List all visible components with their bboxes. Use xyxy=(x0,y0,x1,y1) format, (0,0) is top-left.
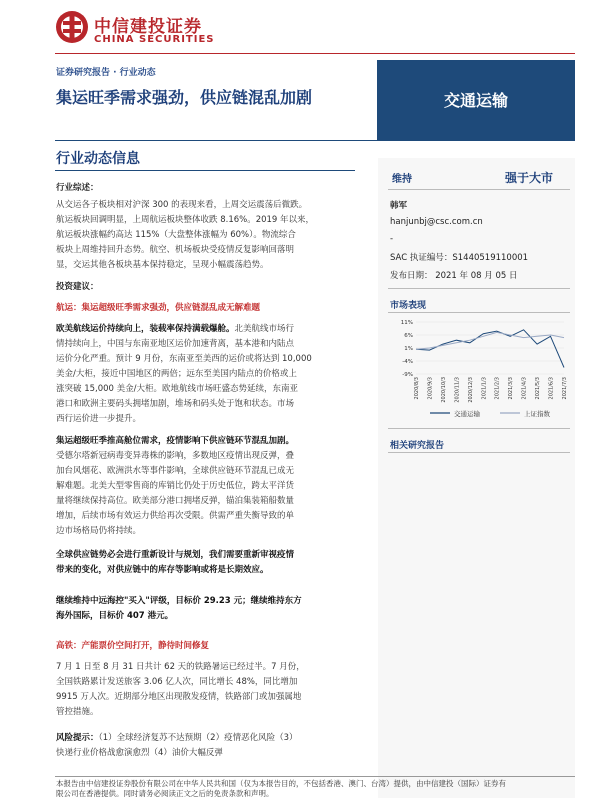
analyst-email[interactable]: hanjunbj@csc.com.cn xyxy=(390,217,483,227)
text-line: 带来的变化，对供应链中的库存等影响或将是长期效应。 xyxy=(56,565,269,575)
logo-icon xyxy=(55,10,89,44)
text-line: 9915 万人次。近期部分地区出现散发疫情，铁路部门或加强属地 xyxy=(56,692,302,702)
advice-label: 投资建议： xyxy=(56,282,99,292)
paragraph-lead: 欧美航线运价持续向上，装载率保持满载爆舱。 xyxy=(56,324,235,334)
summary-paragraph xyxy=(56,198,361,273)
paragraph-5 xyxy=(56,660,361,720)
market-chart xyxy=(388,316,574,420)
x-tick-label: 2021/1/3 xyxy=(481,377,488,400)
text-line: 港口和欧洲主要码头拥堵加剧，堆场和码头处于饱和状态。市场 xyxy=(56,399,295,409)
text-line: 快递行业价格战愈演愈烈（4）油价大幅反弹 xyxy=(56,748,223,758)
text-line: 西行运价进一步提升。 xyxy=(56,414,142,424)
section-title: 行业动态信息 xyxy=(56,151,140,167)
text-line: 涨突破 15,000 美金/大柜。欧地航线市场旺盛态势延续，东南亚 xyxy=(56,384,299,394)
text-line: 全球供应链势必会进行重新设计与规划，我们需要重新审视疫情 xyxy=(56,550,295,560)
paragraph-4 xyxy=(56,594,361,624)
sidebar-divider xyxy=(388,428,570,429)
rating-value: 强于大市 xyxy=(505,171,554,185)
text-line: 受德尔塔新冠病毒变异毒株的影响，多数地区疫情出现反弹，叠 xyxy=(56,451,295,461)
sidebar-divider xyxy=(388,312,570,313)
text-line: 美金/大柜，接近中国地区的两倍；远东至美国内陆点的价格或上 xyxy=(56,369,297,379)
text-line: 风险提示：（1）全球经济复苏不达预期（2）疫情恶化风险（3） xyxy=(56,733,298,743)
x-tick-label: 2020/10/3 xyxy=(440,377,447,403)
risk-paragraph xyxy=(56,731,361,761)
breadcrumb: 证券研究报告 · 行业动态 xyxy=(56,68,156,78)
y-tick-label: -9% xyxy=(402,372,413,378)
text-line: 显，交运其他各板块基本保持稳定，呈现小幅震荡趋势。 xyxy=(56,260,269,270)
section-divider xyxy=(55,170,355,171)
text-line: 边市场格局仍将持续。 xyxy=(56,526,142,536)
text-line: 全国铁路累计发送旅客 3.06 亿人次，同比增长 48%，同比增加 xyxy=(56,677,298,687)
x-tick-label: 2021/7/3 xyxy=(562,377,568,400)
x-tick-label: 2020/11/3 xyxy=(454,377,461,403)
title-divider xyxy=(55,140,575,141)
disclaimer xyxy=(56,779,581,799)
disclaimer-line: 限公司在香港提供。同时请务必阅读正文之后的免责条款和声明。 xyxy=(56,789,274,798)
rating-divider xyxy=(388,189,570,190)
x-tick-label: 2021/4/3 xyxy=(521,377,528,400)
x-tick-label: 2021/3/3 xyxy=(508,377,515,400)
legend-label: 上证指数 xyxy=(524,410,550,418)
text-line: 加台风烟花、欧洲洪水等事件影响，全球供应链环节混乱已成无 xyxy=(56,466,295,476)
paragraph-1 xyxy=(56,322,361,427)
risk-label: 风险提示： xyxy=(56,733,99,743)
sac-number: SAC 执证编号：S1440519110001 xyxy=(390,253,529,263)
disclaimer-line: 本报告由中信建投证券股份有限公司在中华人民共和国（仅为本报告目的，不包括香港、澳门、台湾）提供，由中信建投（国际）证券有 xyxy=(56,779,506,788)
industry-label: 交通运输 xyxy=(443,91,508,110)
paragraph-2 xyxy=(56,434,361,539)
text-line: 解难题。北美大型零售商的库销比仍处于历史低位，跨太平洋货 xyxy=(56,481,295,491)
sidebar-divider xyxy=(388,288,570,289)
text-line: 航运板块涨幅约高达 115%（大盘整体涨幅为 60%）。物流综合 xyxy=(56,230,296,240)
paragraph-lead: 集运超级旺季推高舱位需求，疫情影响下供应链环节混乱加剧。 xyxy=(56,436,295,446)
analyst-name: 韩军 xyxy=(390,201,408,211)
x-tick-label: 2021/6/3 xyxy=(548,377,555,400)
text-line: 运价分化严重。预计 9 月份，东南亚至美西的运价或将达到 10,000 xyxy=(56,354,312,364)
text-line: 管控措施。 xyxy=(56,707,99,717)
x-tick-label: 2020/8/3 xyxy=(414,377,420,400)
sidebar-divider xyxy=(388,452,570,453)
text-line: 欧美航线运价持续向上，装载率保持满载爆舱。北美航线市场行 xyxy=(56,324,295,334)
report-title: 集运旺季需求强劲，供应链混乱加剧 xyxy=(56,88,313,107)
y-tick-label: 11% xyxy=(400,320,413,326)
x-tick-label: 2020/12/3 xyxy=(467,377,474,403)
logo-text-en: CHINA SECURITIES xyxy=(94,34,215,45)
y-tick-label: 6% xyxy=(404,333,413,339)
text-line: 7 月 1 日至 8 月 31 日共计 62 天的铁路暑运已经过半。7 月份， xyxy=(56,662,305,672)
text-line: 继续维持中远海控"买入"评级，目标价 29.23 元；继续维持东方 xyxy=(56,596,302,606)
text-line: 量将继续保持高位。欧美部分港口拥堵反弹，锚泊集装箱船数量 xyxy=(56,496,295,506)
text-line: 海外国际，目标价 407 港元。 xyxy=(56,611,174,621)
header-divider xyxy=(55,53,575,54)
text-line: 航运板块回调明显，上周航运板块整体收跌 8.16%。2019 年以来， xyxy=(56,215,315,225)
x-tick-label: 2021/2/3 xyxy=(494,377,501,400)
x-tick-label: 2020/9/3 xyxy=(427,377,434,400)
text-line: 从交运各子板块相对沪深 300 的表现来看，上周交运震荡后微跌。 xyxy=(56,200,308,210)
legend-label: 交通运输 xyxy=(454,410,480,418)
footer-divider xyxy=(55,776,575,777)
shipping-heading: 航运：集运超级旺季需求强劲，供应链混乱成无解难题 xyxy=(56,303,261,313)
y-tick-label: -4% xyxy=(402,359,413,365)
market-heading: 市场表现 xyxy=(390,301,427,311)
summary-label: 行业综述： xyxy=(56,183,99,193)
publish-date: 发布日期： 2021 年 08 月 05 日 xyxy=(390,271,518,281)
text-line: 情持续向上，中国与东南亚地区运价加速背离，基本港和内陆点 xyxy=(56,339,295,349)
rating-label: 维持 xyxy=(392,174,412,185)
related-reports-heading: 相关研究报告 xyxy=(390,441,445,451)
x-tick-label: 2021/5/3 xyxy=(535,377,542,400)
dash-separator: - xyxy=(390,234,394,244)
text-line: 板块上周维持回升态势。航空、机场板块受疫情反复影响回落明 xyxy=(56,245,295,255)
text-line: 增加，后续市场有效运力供给再次受限。供需严重失衡导致的单 xyxy=(56,511,295,521)
logo-text-cn: 中信建投证券 xyxy=(94,17,202,37)
y-tick-label: 1% xyxy=(404,346,413,352)
rail-heading: 高铁：产能票价空间打开，静待时间修复 xyxy=(56,641,210,651)
paragraph-3 xyxy=(56,548,361,578)
